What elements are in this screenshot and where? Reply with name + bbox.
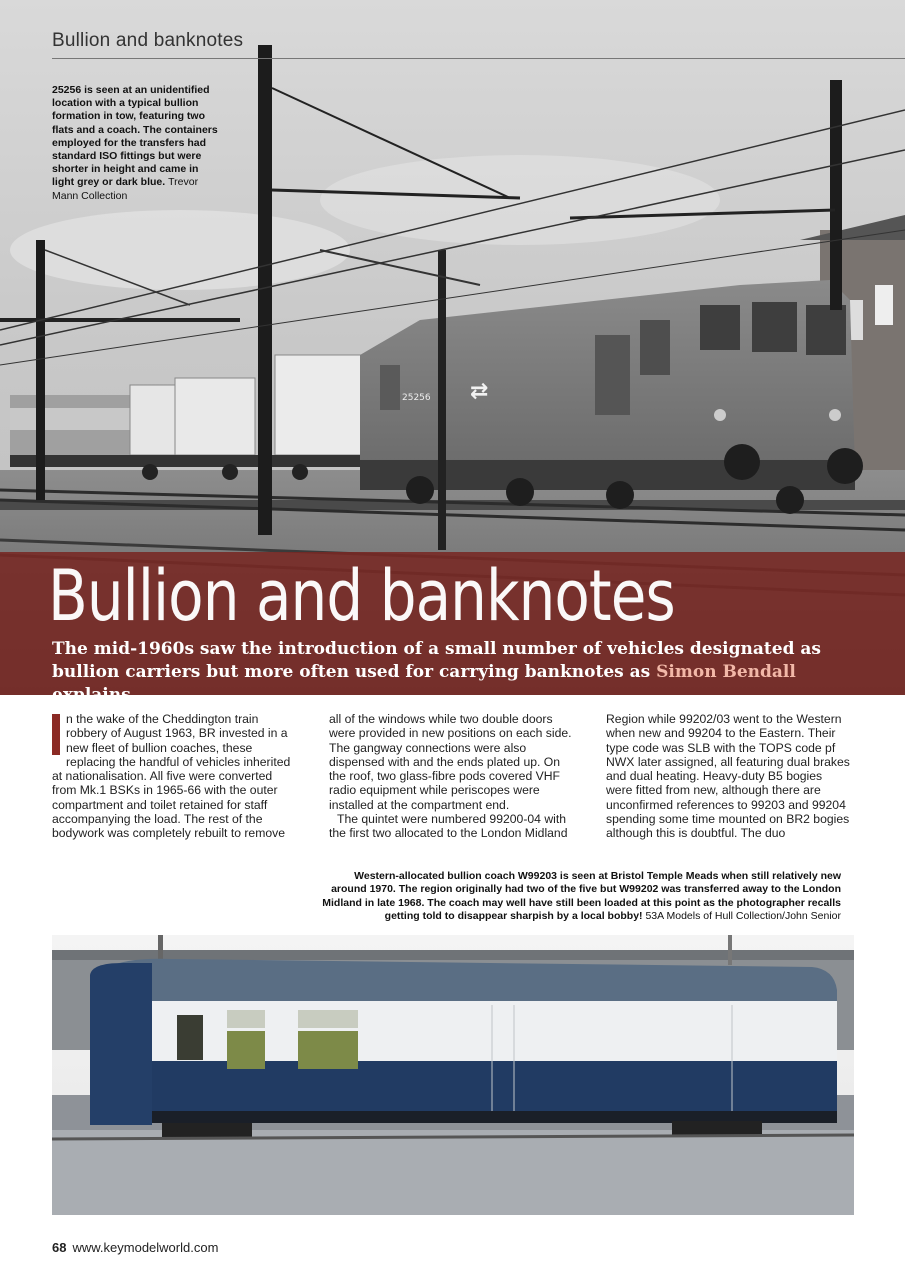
standfirst-end: explains. bbox=[52, 685, 137, 705]
page-number: 68 bbox=[52, 1240, 67, 1255]
photo2-caption bbox=[321, 870, 841, 924]
bullion-coach-illustration bbox=[52, 935, 854, 1215]
column-3-text: Region while 99202/03 went to the Western when new and 99204 to the Eastern. Their type code was SLB with the TOPS code pf NWX later assigned, all featuring dual brakes and dual heating. Heavy-duty B5 bogies were fitted from new, although there are unconfirmed references to 99203 and 99204 spending some time mounted on BR2 bogies although this is doubtful. The duo bbox=[606, 712, 850, 841]
hero-caption bbox=[52, 84, 220, 203]
column-1-text: n the wake of the Cheddington train robbery of August 1963, BR invested in a new fleet of bullion coaches, these replacing the handful of vehicles inherited at nationalisation. All five were converted from Mk.1 BSKs in 1965-66 with the outer compartment and toilet retained for staff accompanying the load. The rest of the bodywork was completely rebuilt to remove bbox=[52, 712, 291, 841]
standfirst-text: The mid-1960s saw the introduction of a small number of vehicles designated as bullion carriers but more often used for carrying banknotes as bbox=[52, 639, 821, 682]
photo2-caption-text: Western-allocated bullion coach W99203 is seen at Bristol Temple Meads when still relatively new around 1970. The region originally had two of the five but W99202 was transferred away to the London Midland in late 1968. The coach may well have still been loaded at this point as the photographer recalls getting told to disappear sharpish by a local bobby! bbox=[322, 870, 841, 923]
coach-photo bbox=[52, 935, 854, 1215]
photo2-caption-credit: 53A Models of Hull Collection/John Senior bbox=[645, 910, 841, 923]
page-footer bbox=[52, 1240, 218, 1255]
standfirst bbox=[52, 638, 852, 707]
author-name: Simon Bendall bbox=[656, 662, 796, 682]
hero-caption-credit: Trevor Mann Collection bbox=[52, 176, 199, 202]
body-columns bbox=[52, 712, 852, 847]
column-1 bbox=[52, 712, 297, 847]
column-2-text-b: The quintet were numbered 99200-04 with the first two allocated to the London Midland bbox=[329, 812, 568, 841]
article-title: Bullion and banknotes bbox=[48, 555, 675, 637]
column-2 bbox=[329, 712, 574, 847]
footer-url: www.keymodelworld.com bbox=[72, 1240, 219, 1255]
column-2-text-a: all of the windows while two double doors were provided in new positions on each side. The gangway connections were also dispensed with and the ends plated up. On the roof, two glass-fibre pods covered VHF radio equipment while periscopes were installed at the compartment end. bbox=[329, 712, 572, 812]
svg-text:⇄: ⇄ bbox=[470, 379, 489, 404]
head-rule bbox=[52, 58, 905, 59]
hero-caption-text: 25256 is seen at an unidentified location with a typical bullion formation in tow, featuring two flats and a coach. The containers employed for the transfers had standard ISO fittings but were shorter in height and came in light grey or dark blue. bbox=[52, 84, 218, 189]
running-head: Bullion and banknotes bbox=[52, 30, 244, 51]
column-3 bbox=[606, 712, 851, 847]
drop-cap-bar bbox=[52, 714, 60, 755]
svg-text:25256: 25256 bbox=[402, 393, 431, 403]
